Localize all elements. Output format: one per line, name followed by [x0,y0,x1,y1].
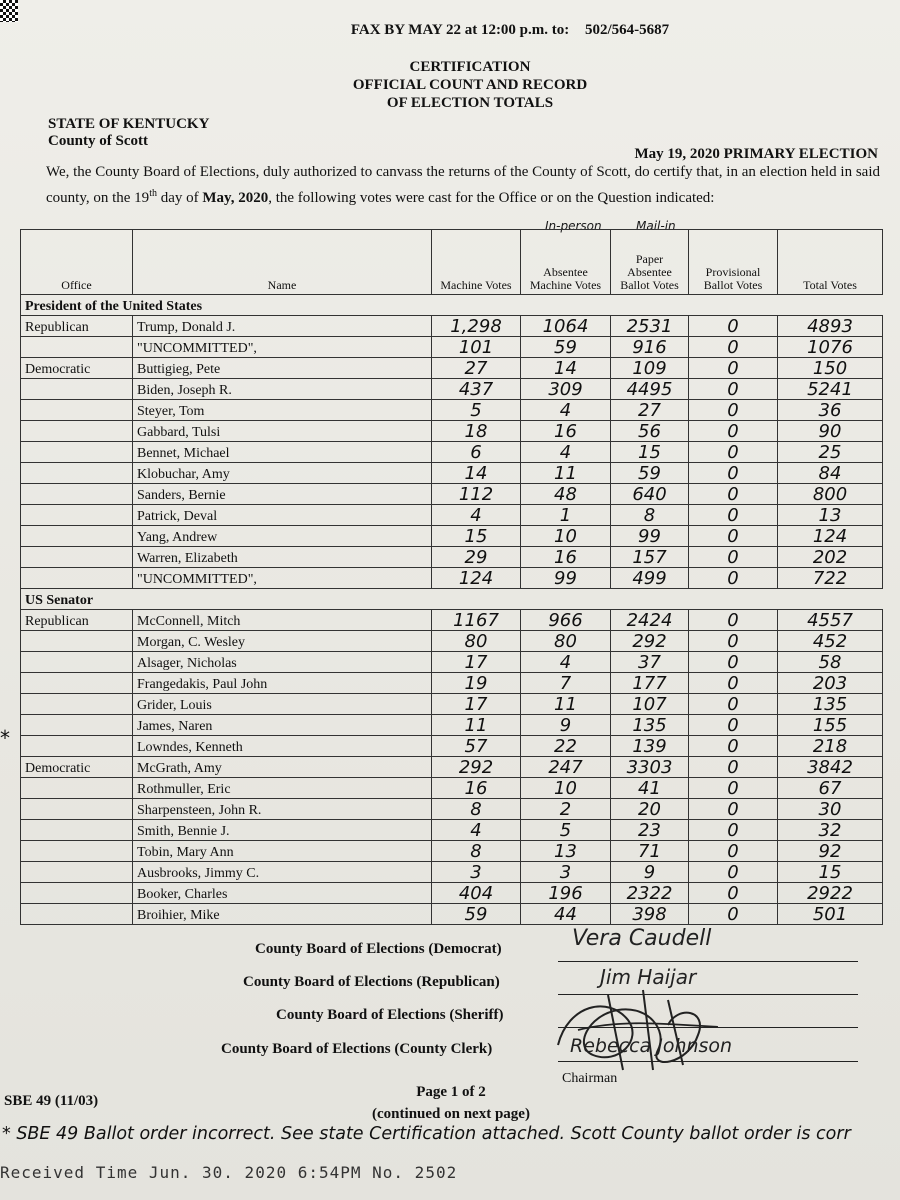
candidate-row [21,316,883,337]
handwritten-footnote: * SBE 49 Ballot order incorrect. See state Certification attached. Scott County ballot order is corr [2,1124,851,1144]
candidate-name: James, Naren [133,715,432,736]
paper-absentee-votes: 4495 [611,379,689,400]
fax-received-stamp: Received Time Jun. 30. 2020 6:54PM No. 2502 [0,1163,458,1182]
candidate-row [21,610,883,631]
democrat-signature: Vera Caudell [572,926,712,951]
provisional-votes: 0 [689,421,778,442]
total-votes: 5241 [778,379,883,400]
office-title: US Senator [21,589,883,610]
machine-votes: 4 [432,505,521,526]
provisional-votes: 0 [689,463,778,484]
paper-absentee-votes: 8 [611,505,689,526]
candidate-name: Yang, Andrew [133,526,432,547]
candidate-row [21,358,883,379]
machine-votes: 1,298 [432,316,521,337]
paper-absentee-votes: 157 [611,547,689,568]
mail-in-annotation: Mail-in [636,219,676,233]
col-provisional-votes: Provisional Ballot Votes [689,230,778,295]
paper-absentee-votes: 177 [611,673,689,694]
clerk-signature: Rebecca Johnson [570,1035,733,1057]
page-indicator [0,1081,900,1125]
party-cell [21,736,133,757]
machine-votes: 6 [432,442,521,463]
paper-absentee-votes: 139 [611,736,689,757]
republican-signature-label: County Board of Elections (Republican) [243,974,500,990]
paper-absentee-votes: 2322 [611,883,689,904]
candidate-name: Morgan, C. Wesley [133,631,432,652]
absentee-machine-votes: 966 [521,610,611,631]
absentee-machine-votes: 4 [521,652,611,673]
asterisk-margin-mark: * [0,726,10,750]
candidate-name: "UNCOMMITTED", [133,568,432,589]
total-votes: 800 [778,484,883,505]
provisional-votes: 0 [689,631,778,652]
absentee-machine-votes: 59 [521,337,611,358]
absentee-machine-votes: 196 [521,883,611,904]
paper-absentee-votes: 107 [611,694,689,715]
candidate-name: Tobin, Mary Ann [133,841,432,862]
col-paper-absentee-votes: Paper Absentee Ballot Votes [611,230,689,295]
absentee-machine-votes: 48 [521,484,611,505]
total-votes: 124 [778,526,883,547]
absentee-machine-votes: 2 [521,799,611,820]
absentee-machine-votes: 10 [521,526,611,547]
paper-absentee-votes: 3303 [611,757,689,778]
total-votes: 202 [778,547,883,568]
party-cell: Republican [21,610,133,631]
candidate-row [21,736,883,757]
provisional-votes: 0 [689,736,778,757]
total-votes: 203 [778,673,883,694]
total-votes: 30 [778,799,883,820]
col-name: Name [133,230,432,295]
page-number: Page 1 of 2 [416,1084,486,1100]
candidate-name: Bennet, Michael [133,442,432,463]
candidate-row [21,631,883,652]
candidate-row [21,757,883,778]
absentee-machine-votes: 22 [521,736,611,757]
candidate-row [21,715,883,736]
paper-absentee-votes: 499 [611,568,689,589]
machine-votes: 15 [432,526,521,547]
office-row [21,589,883,610]
candidate-name: Lowndes, Kenneth [133,736,432,757]
party-cell [21,379,133,400]
candidate-name: Sharpensteen, John R. [133,799,432,820]
candidate-name: McConnell, Mitch [133,610,432,631]
paper-absentee-votes: 292 [611,631,689,652]
absentee-machine-votes: 44 [521,904,611,925]
total-votes: 722 [778,568,883,589]
candidate-name: Booker, Charles [133,883,432,904]
machine-votes: 57 [432,736,521,757]
total-votes: 84 [778,463,883,484]
office-row [21,295,883,316]
party-cell [21,778,133,799]
provisional-votes: 0 [689,820,778,841]
absentee-machine-votes: 9 [521,715,611,736]
absentee-machine-votes: 4 [521,442,611,463]
col-office: Office [21,230,133,295]
party-cell [21,526,133,547]
machine-votes: 8 [432,841,521,862]
table-header-row [21,230,883,295]
party-cell [21,820,133,841]
party-cell [21,547,133,568]
candidate-row [21,337,883,358]
democrat-signature-rule [558,961,858,962]
party-cell [21,841,133,862]
machine-votes: 14 [432,463,521,484]
candidate-row [21,862,883,883]
fax-number: 502/564-5687 [585,22,670,38]
candidate-row [21,568,883,589]
candidate-row [21,883,883,904]
provisional-votes: 0 [689,526,778,547]
provisional-votes: 0 [689,715,778,736]
machine-votes: 3 [432,862,521,883]
total-votes: 3842 [778,757,883,778]
party-cell [21,715,133,736]
provisional-votes: 0 [689,547,778,568]
candidate-row [21,694,883,715]
cert-text-date: May, 2020 [202,190,269,206]
total-votes: 32 [778,820,883,841]
total-votes: 92 [778,841,883,862]
total-votes: 13 [778,505,883,526]
paper-absentee-votes: 916 [611,337,689,358]
candidate-row [21,463,883,484]
document-title [0,58,900,112]
absentee-machine-votes: 309 [521,379,611,400]
total-votes: 135 [778,694,883,715]
candidate-row [21,841,883,862]
machine-votes: 27 [432,358,521,379]
absentee-machine-votes: 247 [521,757,611,778]
in-person-annotation: In-person [545,219,602,233]
party-cell [21,799,133,820]
paper-absentee-votes: 135 [611,715,689,736]
provisional-votes: 0 [689,316,778,337]
candidate-row [21,484,883,505]
title-line-2: OFFICIAL COUNT AND RECORD [352,77,588,93]
col-absentee-machine-votes: Absentee Machine Votes [521,230,611,295]
machine-votes: 59 [432,904,521,925]
candidate-row [21,652,883,673]
continued-note: (continued on next page) [372,1106,530,1122]
provisional-votes: 0 [689,841,778,862]
provisional-votes: 0 [689,799,778,820]
machine-votes: 29 [432,547,521,568]
total-votes: 15 [778,862,883,883]
office-title: President of the United States [21,295,883,316]
candidate-row [21,820,883,841]
absentee-machine-votes: 16 [521,421,611,442]
paper-absentee-votes: 37 [611,652,689,673]
party-cell [21,883,133,904]
machine-votes: 4 [432,820,521,841]
candidate-name: Trump, Donald J. [133,316,432,337]
results-table [20,229,883,925]
absentee-machine-votes: 80 [521,631,611,652]
title-line-3: OF ELECTION TOTALS [386,95,554,111]
provisional-votes: 0 [689,757,778,778]
candidate-name: Rothmuller, Eric [133,778,432,799]
paper-absentee-votes: 20 [611,799,689,820]
paper-absentee-votes: 2531 [611,316,689,337]
party-cell: Republican [21,316,133,337]
paper-absentee-votes: 398 [611,904,689,925]
total-votes: 452 [778,631,883,652]
party-cell [21,463,133,484]
total-votes: 4557 [778,610,883,631]
cert-text-part-1: We, the County Board of Elections, duly authorized to canvass the returns of the County of Scott, do certify that, in an election held in said county, on the 19 [46,164,881,206]
party-cell [21,400,133,421]
candidate-name: Biden, Joseph R. [133,379,432,400]
provisional-votes: 0 [689,904,778,925]
paper-absentee-votes: 27 [611,400,689,421]
provisional-votes: 0 [689,883,778,904]
machine-votes: 1167 [432,610,521,631]
republican-signature: Jim Haijar [600,965,697,989]
machine-votes: 17 [432,694,521,715]
total-votes: 90 [778,421,883,442]
provisional-votes: 0 [689,652,778,673]
machine-votes: 18 [432,421,521,442]
candidate-row [21,799,883,820]
machine-votes: 80 [432,631,521,652]
absentee-machine-votes: 99 [521,568,611,589]
party-cell [21,904,133,925]
provisional-votes: 0 [689,610,778,631]
machine-votes: 19 [432,673,521,694]
candidate-name: Ausbrooks, Jimmy C. [133,862,432,883]
party-cell [21,421,133,442]
machine-votes: 5 [432,400,521,421]
certification-statement [46,162,884,209]
paper-absentee-votes: 59 [611,463,689,484]
paper-absentee-votes: 640 [611,484,689,505]
paper-absentee-votes: 109 [611,358,689,379]
total-votes: 25 [778,442,883,463]
provisional-votes: 0 [689,778,778,799]
cert-text-part-2: day of [156,190,203,206]
total-votes: 2922 [778,883,883,904]
total-votes: 58 [778,652,883,673]
provisional-votes: 0 [689,568,778,589]
candidate-name: Alsager, Nicholas [133,652,432,673]
machine-votes: 8 [432,799,521,820]
provisional-votes: 0 [689,442,778,463]
machine-votes: 404 [432,883,521,904]
paper-absentee-votes: 71 [611,841,689,862]
party-cell: Democratic [21,358,133,379]
fax-corner-mark [0,0,18,22]
absentee-machine-votes: 16 [521,547,611,568]
candidate-row [21,379,883,400]
title-line-1: CERTIFICATION [409,59,531,75]
party-cell [21,631,133,652]
total-votes: 36 [778,400,883,421]
party-cell [21,568,133,589]
candidate-name: "UNCOMMITTED", [133,337,432,358]
provisional-votes: 0 [689,673,778,694]
cert-text-sup: th [149,188,157,199]
paper-absentee-votes: 56 [611,421,689,442]
absentee-machine-votes: 5 [521,820,611,841]
candidate-name: Sanders, Bernie [133,484,432,505]
clerk-signature-label: County Board of Elections (County Clerk) [221,1041,493,1057]
machine-votes: 292 [432,757,521,778]
sheriff-signature-scribble [548,975,748,1085]
candidate-name: Gabbard, Tulsi [133,421,432,442]
state-name: STATE OF KENTUCKY [48,116,210,132]
absentee-machine-votes: 3 [521,862,611,883]
total-votes: 150 [778,358,883,379]
provisional-votes: 0 [689,862,778,883]
candidate-row [21,778,883,799]
candidate-name: Smith, Bennie J. [133,820,432,841]
absentee-machine-votes: 11 [521,463,611,484]
party-cell [21,694,133,715]
candidate-row [21,526,883,547]
candidate-name: Steyer, Tom [133,400,432,421]
party-cell [21,484,133,505]
party-cell [21,673,133,694]
total-votes: 67 [778,778,883,799]
absentee-machine-votes: 1064 [521,316,611,337]
col-total-votes: Total Votes [778,230,883,295]
party-cell [21,652,133,673]
total-votes: 1076 [778,337,883,358]
provisional-votes: 0 [689,337,778,358]
democrat-signature-label: County Board of Elections (Democrat) [255,941,502,957]
form-code: SBE 49 (11/03) [4,1093,99,1109]
candidate-name: Broihier, Mike [133,904,432,925]
sheriff-signature-label: County Board of Elections (Sheriff) [276,1007,504,1023]
provisional-votes: 0 [689,358,778,379]
paper-absentee-votes: 2424 [611,610,689,631]
candidate-row [21,505,883,526]
col-machine-votes: Machine Votes [432,230,521,295]
jurisdiction-block [48,116,209,150]
absentee-machine-votes: 1 [521,505,611,526]
candidate-name: Frangedakis, Paul John [133,673,432,694]
party-cell [21,505,133,526]
absentee-machine-votes: 11 [521,694,611,715]
candidate-row [21,442,883,463]
absentee-machine-votes: 10 [521,778,611,799]
paper-absentee-votes: 41 [611,778,689,799]
absentee-machine-votes: 14 [521,358,611,379]
candidate-name: Patrick, Deval [133,505,432,526]
county-name: County of Scott [48,133,148,149]
total-votes: 4893 [778,316,883,337]
machine-votes: 437 [432,379,521,400]
provisional-votes: 0 [689,379,778,400]
total-votes: 501 [778,904,883,925]
machine-votes: 124 [432,568,521,589]
candidate-row [21,421,883,442]
paper-absentee-votes: 23 [611,820,689,841]
provisional-votes: 0 [689,400,778,421]
candidate-name: Warren, Elizabeth [133,547,432,568]
absentee-machine-votes: 7 [521,673,611,694]
paper-absentee-votes: 99 [611,526,689,547]
party-cell [21,337,133,358]
candidate-name: McGrath, Amy [133,757,432,778]
party-cell [21,442,133,463]
fax-header [0,22,900,39]
paper-absentee-votes: 9 [611,862,689,883]
chairman-label: Chairman [562,1071,618,1086]
machine-votes: 112 [432,484,521,505]
provisional-votes: 0 [689,505,778,526]
results-body [21,295,883,925]
machine-votes: 11 [432,715,521,736]
party-cell [21,862,133,883]
cert-text-part-3: , the following votes were cast for the Office or on the Question indicated: [268,190,715,206]
election-name: May 19, 2020 PRIMARY ELECTION [634,146,878,162]
absentee-machine-votes: 13 [521,841,611,862]
total-votes: 155 [778,715,883,736]
candidate-row [21,400,883,421]
candidate-row [21,547,883,568]
total-votes: 218 [778,736,883,757]
provisional-votes: 0 [689,484,778,505]
machine-votes: 17 [432,652,521,673]
candidate-name: Klobuchar, Amy [133,463,432,484]
machine-votes: 101 [432,337,521,358]
candidate-row [21,904,883,925]
party-cell: Democratic [21,757,133,778]
candidate-row [21,673,883,694]
absentee-machine-votes: 4 [521,400,611,421]
provisional-votes: 0 [689,694,778,715]
machine-votes: 16 [432,778,521,799]
paper-absentee-votes: 15 [611,442,689,463]
fax-deadline-label: FAX BY MAY 22 at 12:00 p.m. to: [350,22,570,38]
candidate-name: Buttigieg, Pete [133,358,432,379]
candidate-name: Grider, Louis [133,694,432,715]
